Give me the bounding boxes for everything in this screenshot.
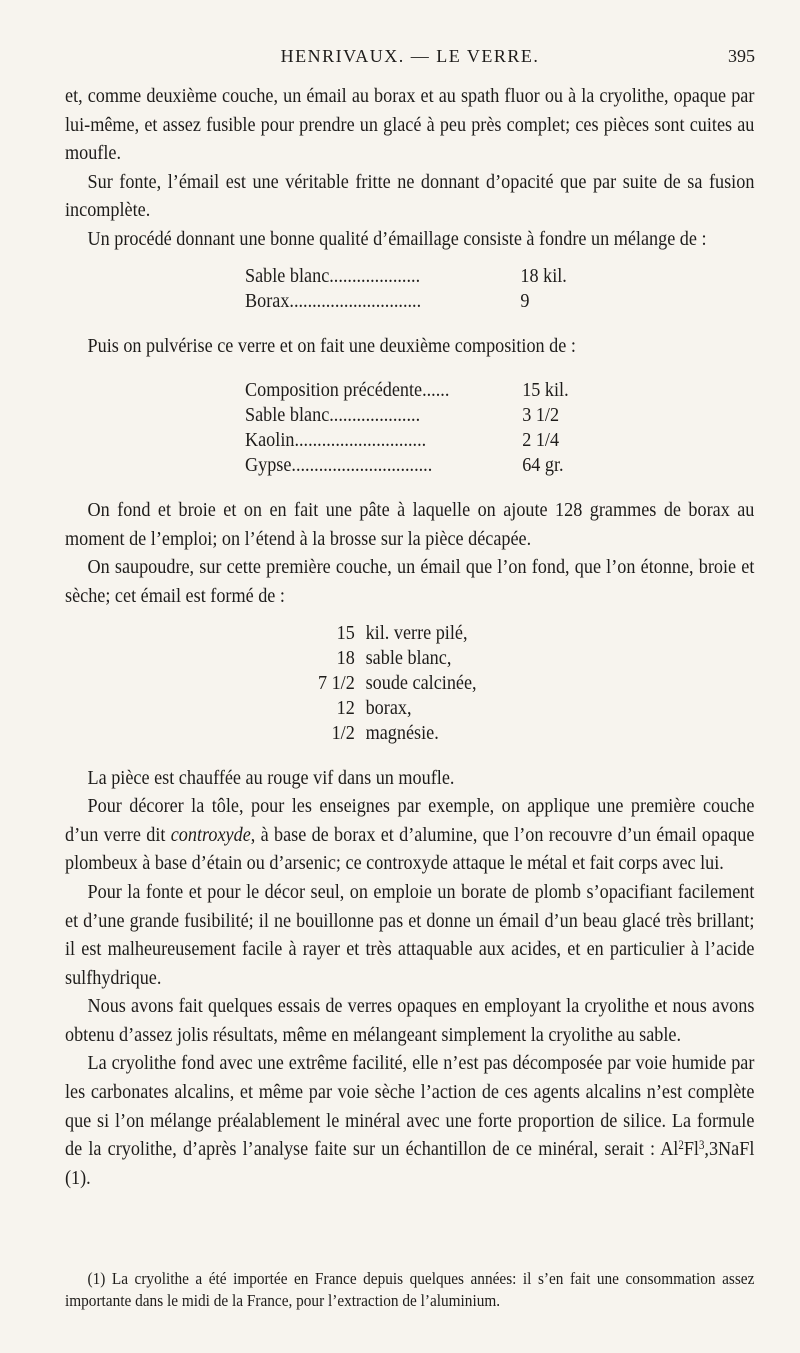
ingredient-quantity: 64 gr. [522,454,564,477]
recipe-table-2 [245,378,569,478]
ingredient-quantity: 12 [336,696,355,719]
recipe-row [292,646,477,671]
recipe-row: Gypse............................... 64 gr. [245,453,569,478]
paragraph-3: Un procédé donnant une bonne qualité d’émaillage consiste à fondre un mélange de : [87,227,707,250]
ingredient-name: borax, [365,696,412,719]
ingredient-quantity: 18 [336,646,355,669]
paragraph-8: Pour décorer la tôle, pour les enseignes par exemple, on applique une première couche d’un verre dit controxyde, à base de borax et d’alumine, que l’on recouvre d’un émail opaque plombeux à base d’étain ou d’arsenic; ce controxyde attaque le métal et fait corps avec lui. [65,795,755,875]
paragraph-2: Sur fonte, l’émail est une véritable fritte ne donnant d’opacité que par suite de sa fusion incomplète. [65,170,755,222]
recipe-row: Sable blanc.................... 3 1/2 [245,403,569,428]
recipe-table-3 [292,621,477,746]
recipe-row [292,621,477,646]
paragraph-5: On fond et broie et on en fait une pâte à laquelle on ajoute 128 grammes de borax au moment de l’emploi; on l’étend à la brosse sur la pièce décapée. [65,499,755,550]
recipe-row: Borax............................. 9 [245,289,567,314]
recipe-row: Sable blanc.................... 18 kil. [245,264,567,287]
ingredient-quantity: 18 kil. [520,264,567,287]
ingredient-name: soude calcinée, [365,671,477,694]
paragraph-4: Puis on pulvérise ce verre et on fait une deuxième composition de : [87,334,576,357]
paragraph-9: Pour la fonte et pour le décor seul, on emploie un borate de plomb s’opacifiant facilement et d’une grande fusibilité; il ne bouillonne pas et donne un émail d’un beau glacé très brillant; il est malheureusement facile à rayer et très attaquable aux acides, et en particulier à l’acide sulfhydrique. [65,880,755,989]
ingredient-name: Kaolin [245,429,295,452]
ingredient-name: kil. verre pilé, [365,621,468,644]
body-text [65,82,754,1192]
paragraph-10: Nous avons fait quelques essais de verres opaques en employant la cryolithe et nous avons obtenu d’assez jolis résultats, même en mélangeant simplement la cryolithe au sable. [65,995,755,1046]
ingredient-quantity: 3 1/2 [522,404,560,427]
recipe-row [292,671,477,696]
paragraph-7: La pièce est chauffée au rouge vif dans un moufle. [87,766,455,789]
running-title: HENRIVAUX. — LE VERRE. [280,46,540,66]
ingredient-quantity: 1/2 [331,721,355,744]
footnote [65,1268,754,1312]
recipe-row [292,696,477,721]
paragraph-11: La cryolithe fond avec une extrême facilité, elle n’est pas décomposée par voie humide par les carbonates alcalins, et même par voie sèche l’action de ces agents alcalins n’est complète que si l’on mélange préalablement le minéral avec une forte proportion de silice. La formule de la cryolithe, d’après l’analyse faite sur un échantillon de ce minéral, serait : Al$^2$Fl$^3$,3NaFl (1). [65,1052,755,1189]
recipe-row [292,721,477,746]
page-number: 395 [728,46,755,66]
ingredient-quantity: 15 [336,621,355,644]
italic-term: controxyde [170,823,251,846]
ingredient-name: sable blanc, [365,646,452,669]
running-header [65,44,755,74]
ingredient-name: Sable blanc [245,404,330,427]
ingredient-name: Gypse [245,454,292,477]
recipe-row: Composition précédente...... 15 kil. [245,379,569,402]
paragraph-1: et, comme deuxième couche, un émail au borax et au spath fluor ou à la cryolithe, opaque par lui-même, et assez fusible pour prendre un glacé à peu près complet; ces pièces sont cuites au moufle. [65,85,755,165]
ingredient-name: Composition précédente [245,379,423,402]
footnote-text: (1) La cryolithe a été importée en France depuis quelques années: il s’en fait une consommation assez importante dans le midi de la France, pour l’extraction de l’aluminium. [65,1269,755,1310]
ingredient-quantity: 7 1/2 [317,671,355,694]
ingredient-quantity: 9 [520,289,530,312]
ingredient-name: Sable blanc [245,264,330,287]
ingredient-quantity: 15 kil. [522,379,569,402]
ingredient-quantity: 2 1/4 [522,429,560,452]
recipe-row: Kaolin............................. 2 1/4 [245,428,569,453]
paragraph-6: On saupoudre, sur cette première couche, un émail que l’on fond, que l’on étonne, broie et sèche; cet émail est formé de : [65,556,755,607]
ingredient-name: Borax [245,289,290,312]
recipe-table-1 [245,264,567,314]
ingredient-name: magnésie. [365,721,439,744]
